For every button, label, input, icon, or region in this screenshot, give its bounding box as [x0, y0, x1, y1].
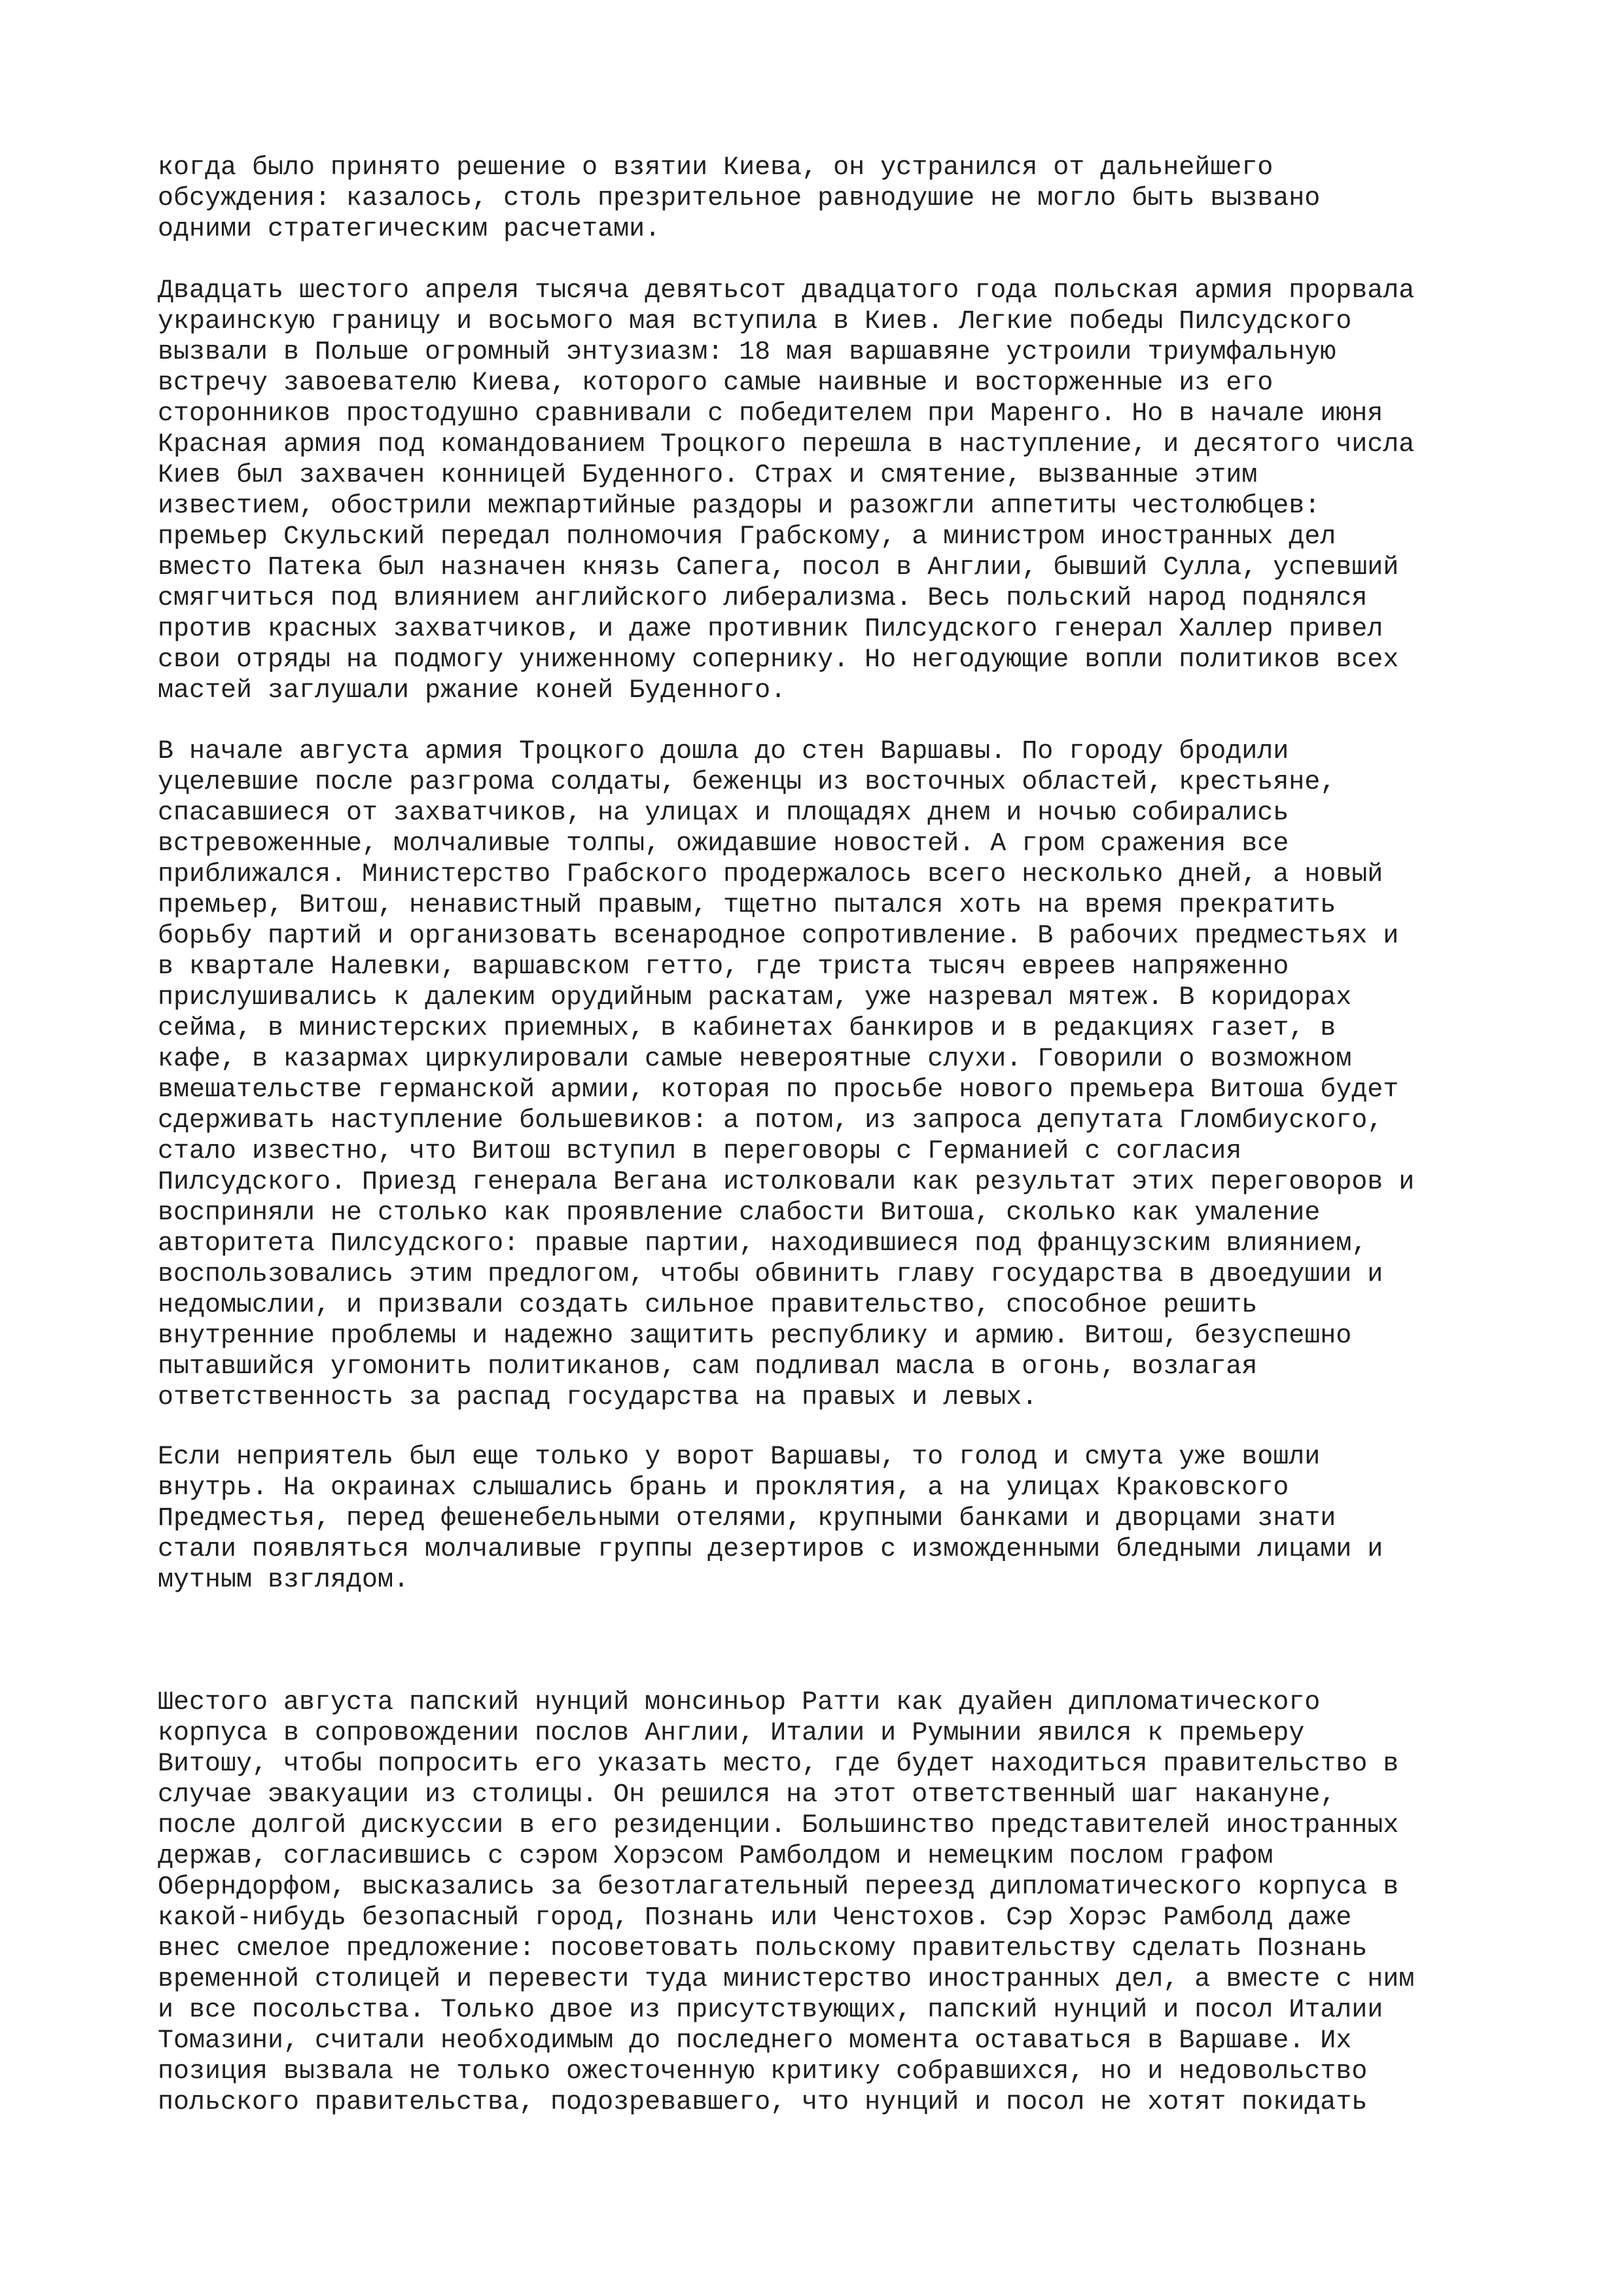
- text-line: восприняли не столько как проявление слабости Витоша, сколько как умаление: [158, 1198, 1321, 1228]
- text-line: случае эвакуации из столицы. Он решился на этот ответственный шаг накануне,: [158, 1780, 1336, 1810]
- text-line: смягчиться под влиянием английского либерализма. Весь польский народ поднялся: [158, 584, 1368, 613]
- paragraph-2: [158, 276, 1611, 706]
- text-line: мастей заглушали ржание коней Буденного.: [158, 676, 787, 706]
- text-line: польского правительства, подозревавшего, что нунций и посол не хотят покидать: [158, 2088, 1368, 2117]
- text-line: премьер Скульский передал полномочия Грабскому, а министром иностранных дел: [158, 522, 1336, 552]
- text-line: сторонников простодушно сравнивали с победителем при Маренго. Но в начале июня: [158, 399, 1383, 429]
- text-line: Томазини, считали необходимым до последнего момента оставаться в Варшаве. Их: [158, 2026, 1352, 2056]
- text-line: борьбу партий и организовать всенародное сопротивление. В рабочих предместьях и: [158, 922, 1399, 951]
- text-line: премьер, Витош, ненавистный правым, тщетно пытался хоть на время прекратить: [158, 891, 1336, 920]
- text-line: временной столицей и перевести туда министерство иностранных дел, а вместе с ним: [158, 1965, 1415, 1994]
- text-line: держав, согласившись с сэром Хорэсом Рамболдом и немецким послом графом: [158, 1842, 1274, 1871]
- text-line: Двадцать шестого апреля тысяча девятьсот двадцатого года польская армия прорвала: [158, 276, 1415, 306]
- text-line: Если неприятель был еще только у ворот Варшавы, то голод и смута уже вошли: [158, 1443, 1321, 1472]
- text-line: приближался. Министерство Грабского продержалось всего несколько дней, а новый: [158, 860, 1383, 889]
- paragraph-1: [158, 152, 1611, 245]
- text-line: пытавшийся угомонить политиканов, сам подливал масла в огонь, возлагая: [158, 1352, 1258, 1382]
- text-line: В начале августа армия Троцкого дошла до стен Варшавы. По городу бродили: [158, 737, 1289, 766]
- text-line: авторитета Пилсудского: правые партии, находившиеся под французским влиянием,: [158, 1229, 1368, 1259]
- text-line: сдерживать наступление большевиков: а потом, из запроса депутата Гломбиуского,: [158, 1106, 1383, 1136]
- text-line: встречу завоевателю Киева, которого самые наивные и восторженные из его: [158, 368, 1274, 398]
- text-line: Киев был захвачен конницей Буденного. Страх и смятение, вызванные этим: [158, 461, 1258, 490]
- text-line: против красных захватчиков, и даже противник Пилсудского генерал Халлер привел: [158, 615, 1383, 644]
- paragraph-5: [158, 1687, 1611, 2118]
- text-line: стали появляться молчаливые группы дезертиров с изможденными бледными лицами и: [158, 1535, 1383, 1564]
- text-line: вмешательстве германской армии, которая по просьбе нового премьера Витоша будет: [158, 1075, 1399, 1105]
- text-line: и все посольства. Только двое из присутствующих, папский нунций и посол Италии: [158, 1996, 1383, 2025]
- text-line: ответственность за распад государства на правых и левых.: [158, 1383, 1038, 1412]
- text-line: какой-нибудь безопасный город, Познань или Ченстохов. Сэр Хорэс Рамболд даже: [158, 1903, 1352, 1933]
- text-line: недомыслии, и призвали создать сильное правительство, способное решить: [158, 1291, 1258, 1320]
- text-line: спасавшиеся от захватчиков, на улицах и площадях днем и ночью собирались: [158, 798, 1289, 828]
- text-line: известием, обострили межпартийные раздоры и разожгли аппетиты честолюбцев:: [158, 492, 1321, 521]
- text-line: после долгой дискуссии в его резиденции. Большинство представителей иностранных: [158, 1811, 1399, 1840]
- text-line: воспользовались этим предлогом, чтобы обвинить главу государства в двоедушии и: [158, 1260, 1383, 1289]
- text-line: уцелевшие после разгрома солдаты, беженцы из восточных областей, крестьяне,: [158, 768, 1336, 797]
- text-line: Витошу, чтобы попросить его указать место, где будет находиться правительство в: [158, 1749, 1399, 1779]
- text-line: внес смелое предложение: посоветовать польскому правительству сделать Познань: [158, 1934, 1368, 1964]
- text-line: когда было принято решение о взятии Киева, он устранился от дальнейшего: [158, 153, 1274, 183]
- text-line: сейма, в министерских приемных, в кабинетах банкиров и в редакциях газет, в: [158, 1014, 1336, 1043]
- text-line: внутренние проблемы и надежно защитить республику и армию. Витош, безуспешно: [158, 1321, 1352, 1351]
- text-line: Предместья, перед фешенебельными отелями, крупными банками и дворцами знати: [158, 1504, 1336, 1534]
- paragraph-3: [158, 736, 1611, 1413]
- text-line: встревоженные, молчаливые толпы, ожидавшие новостей. А гром сражения все: [158, 829, 1289, 859]
- text-line: украинскую границу и восьмого мая вступила в Киев. Легкие победы Пилсудского: [158, 307, 1352, 336]
- text-line: прислушивались к далеким орудийным раскатам, уже назревал мятеж. В коридорах: [158, 983, 1352, 1013]
- text-line: вызвали в Польше огромный энтузиазм: 18 мая варшавяне устроили триумфальную: [158, 338, 1336, 367]
- text-line: позиция вызвала не только ожесточенную критику собравшихся, но и недовольство: [158, 2057, 1368, 2087]
- text-line: внутрь. На окраинах слышались брань и проклятия, а на улицах Краковского: [158, 1473, 1289, 1503]
- text-line: корпуса в сопровождении послов Англии, Италии и Румынии явился к премьеру: [158, 1719, 1305, 1748]
- text-line: одними стратегическим расчетами.: [158, 215, 661, 244]
- text-line: Красная армия под командованием Троцкого перешла в наступление, и десятого числа: [158, 430, 1415, 459]
- text-line: свои отряды на подмогу униженному сопернику. Но негодующие вопли политиков всех: [158, 645, 1399, 675]
- text-line: мутным взглядом.: [158, 1566, 410, 1595]
- text-line: вместо Патека был назначен князь Сапега, посол в Англии, бывший Сулла, успевший: [158, 553, 1399, 583]
- text-line: обсуждения: казалось, столь презрительное равнодушие не могло быть вызвано: [158, 184, 1321, 213]
- paragraph-4: [158, 1442, 1611, 1596]
- text-line: в квартале Налевки, варшавском гетто, где триста тысяч евреев напряженно: [158, 952, 1289, 982]
- text-line: Оберндорфом, высказались за безотлагательный переезд дипломатического корпуса в: [158, 1873, 1399, 1902]
- text-line: Шестого августа папский нунций монсиньор Ратти как дуайен дипломатического: [158, 1688, 1321, 1717]
- text-line: Пилсудского. Приезд генерала Вегана истолковали как результат этих переговоров и: [158, 1168, 1415, 1197]
- text-line: кафе, в казармах циркулировали самые невероятные слухи. Говорили о возможном: [158, 1045, 1352, 1074]
- text-line: стало известно, что Витош вступил в переговоры с Германией с согласия: [158, 1137, 1242, 1166]
